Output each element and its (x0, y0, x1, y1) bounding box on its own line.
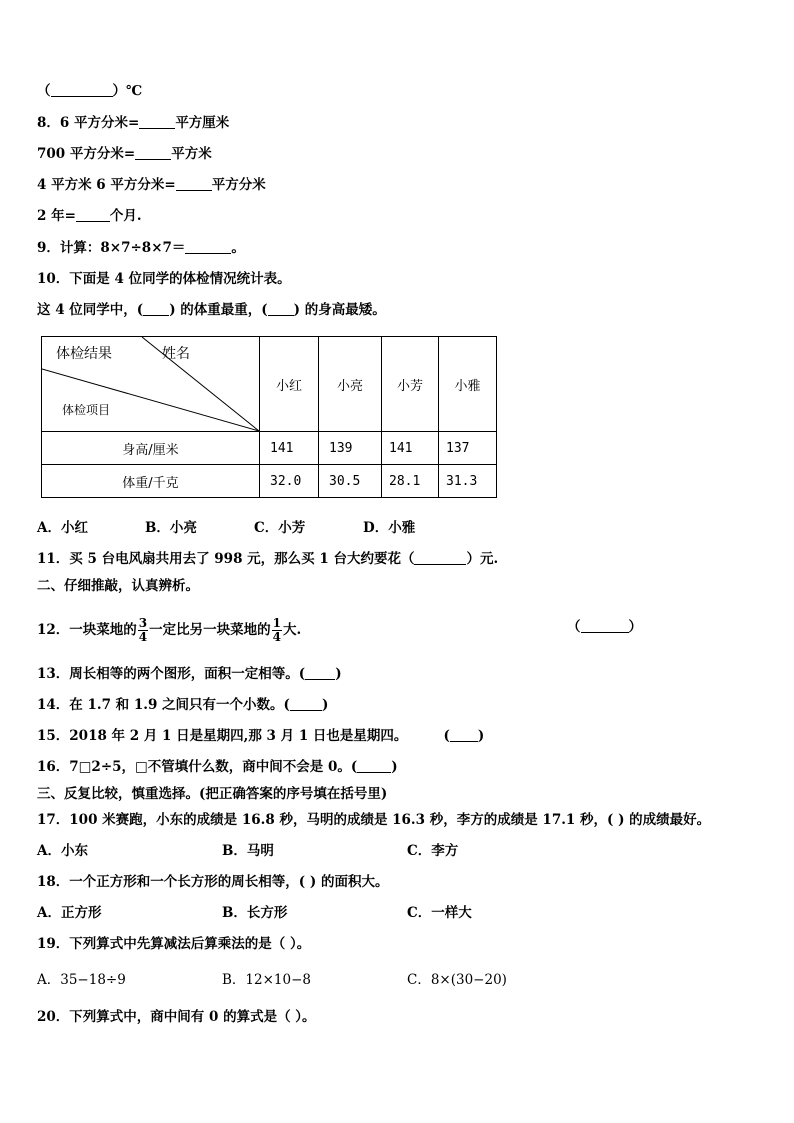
question-19: 19．下列算式中先算减法后算乘法的是（ ）。 (37, 936, 311, 952)
fraction-one-quarter (272, 617, 282, 644)
answer-blank[interactable] (414, 550, 466, 565)
denominator: 4 (138, 630, 148, 644)
question-text: 13．周长相等的两个图形，面积一定相等。( (37, 666, 306, 682)
option-a[interactable]: A．35−18÷9 (37, 972, 126, 988)
answer-blank[interactable] (268, 301, 294, 316)
table-cell: 141 (260, 432, 319, 465)
answer-blank[interactable] (357, 758, 391, 773)
answer-blank[interactable] (290, 696, 322, 711)
question-15 (37, 727, 484, 745)
table-cell: 141 (382, 432, 439, 465)
question-11 (37, 550, 498, 568)
question-12 (37, 617, 301, 644)
option-c[interactable]: C．李方 (407, 843, 459, 859)
question-8d (37, 207, 142, 225)
question-text: 12．一块菜地的 (37, 622, 137, 638)
open-paren: ( (443, 728, 450, 744)
denominator: 4 (272, 630, 282, 644)
table-header-name: 小红 (260, 337, 319, 432)
question-10-prompt (37, 301, 386, 319)
table-row-weight (42, 465, 497, 498)
corner-label-result: 体检结果 (56, 346, 112, 362)
close-paren: ) (477, 728, 485, 744)
answer-blank[interactable] (581, 618, 629, 633)
fraction-three-quarters (138, 617, 148, 644)
question-unit: 个月. (109, 208, 142, 224)
answer-blank[interactable] (76, 207, 110, 222)
numerator: 3 (138, 616, 148, 630)
question-unit: 平方分米 (211, 177, 266, 193)
answer-blank[interactable] (139, 114, 175, 129)
numerator: 1 (272, 616, 282, 630)
row-label: 身高/厘米 (42, 432, 260, 465)
open-paren: （ (37, 83, 51, 99)
table-cell: 139 (319, 432, 382, 465)
option-b[interactable]: B．马明 (222, 843, 274, 859)
option-a[interactable]: A．正方形 (37, 905, 102, 921)
question-text: 这 4 位同学中，( (37, 302, 144, 318)
question-text: 16．7□2÷5，□不管填什么数，商中间不会是 0。( (37, 759, 358, 775)
question-end: 。 (231, 240, 245, 256)
question-9 (37, 239, 245, 257)
row-label: 体重/千克 (42, 465, 260, 498)
table-corner-header (42, 337, 260, 432)
question-text: ) 的体重最重，( (169, 302, 268, 318)
question-20: 20．下列算式中，商中间有 0 的算式是（ ）。 (37, 1009, 316, 1025)
question-8b (37, 145, 212, 163)
question-12-answer (567, 618, 642, 636)
answer-blank[interactable] (143, 301, 169, 316)
question-17: 17．100 米赛跑，小东的成绩是 16.8 秒，马明的成绩是 16.3 秒，李方的成绩是 17.1 秒，( ) 的成绩最好。 (37, 812, 711, 828)
option-c[interactable]: C．8×(30−20) (407, 972, 507, 988)
question-16 (37, 758, 398, 776)
table-header-name: 小亮 (319, 337, 382, 432)
question-18: 18．一个正方形和一个长方形的周长相等，( ) 的面积大。 (37, 874, 389, 890)
temperature-answer-line (37, 82, 142, 100)
question-text: 一定比另一块菜地的 (149, 622, 271, 638)
question-unit: 平方厘米 (175, 115, 230, 131)
table-row-height (42, 432, 497, 465)
table-header-name: 小雅 (439, 337, 497, 432)
close-paren: ) (321, 697, 329, 713)
table-cell: 30.5 (319, 465, 382, 498)
unit-celsius: ）℃ (112, 83, 143, 99)
table-cell: 28.1 (382, 465, 439, 498)
option-a[interactable]: A．小红 (37, 520, 88, 536)
option-c[interactable]: C．一样大 (407, 905, 472, 921)
corner-label-item: 体检项目 (62, 403, 111, 417)
question-8a (37, 114, 229, 132)
close-paren: ) (391, 759, 398, 775)
option-b[interactable]: B．小亮 (145, 520, 197, 536)
question-text: 8．6 平方分米= (37, 115, 140, 131)
question-text: ）元. (466, 551, 499, 567)
question-text: 11．买 5 台电风扇共用去了 998 元，那么买 1 台大约要花（ (37, 551, 415, 567)
question-text: 700 平方分米= (37, 146, 136, 162)
answer-blank[interactable] (176, 176, 212, 191)
table-cell: 137 (439, 432, 497, 465)
table-cell: 31.3 (439, 465, 497, 498)
table-cell: 32.0 (260, 465, 319, 498)
question-text: 9．计算：8×7÷8×7＝ (37, 240, 186, 256)
option-b[interactable]: B．长方形 (222, 905, 288, 921)
question-10: 10．下面是 4 位同学的体检情况统计表。 (37, 271, 291, 287)
question-13 (37, 665, 342, 683)
answer-blank[interactable] (305, 665, 335, 680)
option-b[interactable]: B．12×10−8 (222, 972, 311, 988)
answer-blank[interactable] (51, 82, 113, 97)
corner-label-name: 姓名 (162, 346, 190, 362)
table-header-name: 小芳 (382, 337, 439, 432)
question-14 (37, 696, 328, 714)
answer-blank[interactable] (185, 239, 231, 254)
close-paren: ) (335, 666, 342, 682)
close-paren: ） (628, 619, 642, 635)
question-unit: 平方米 (171, 146, 212, 162)
option-c[interactable]: C．小芳 (254, 520, 306, 536)
question-text: 2 年= (37, 208, 76, 224)
question-text: 14．在 1.7 和 1.9 之间只有一个小数。( (37, 697, 290, 713)
section-2-heading: 二、仔细推敲，认真辨析。 (37, 578, 199, 594)
open-paren: （ (567, 619, 581, 635)
option-a[interactable]: A．小东 (37, 843, 88, 859)
question-text: 大. (283, 622, 302, 638)
answer-blank[interactable] (135, 145, 171, 160)
question-text: 4 平方米 6 平方分米= (37, 177, 176, 193)
question-8c (37, 176, 266, 194)
section-3-heading: 三、反复比较，慎重选择。(把正确答案的序号填在括号里) (37, 786, 388, 802)
option-d[interactable]: D．小雅 (363, 520, 416, 536)
health-check-table (41, 336, 497, 498)
question-text: ) 的身高最矮。 (293, 302, 386, 318)
question-text: 15．2018 年 2 月 1 日是星期四,那 3 月 1 日也是星期四。 (37, 728, 408, 744)
answer-blank[interactable] (450, 727, 478, 742)
